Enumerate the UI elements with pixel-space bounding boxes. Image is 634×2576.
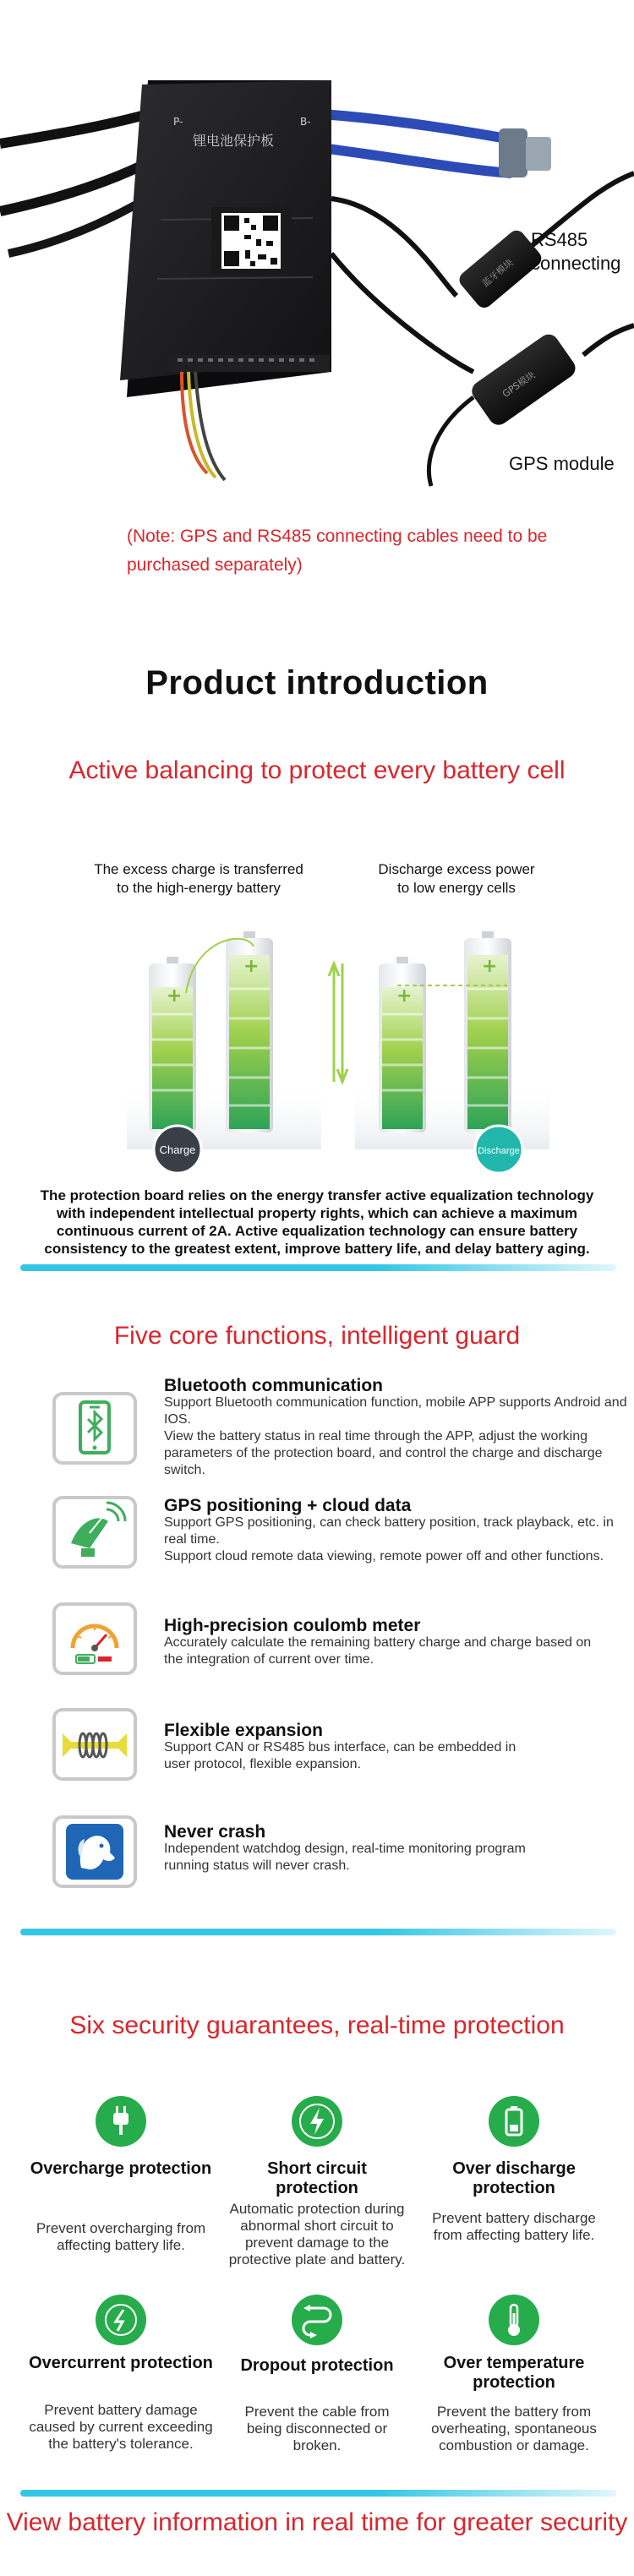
function-title-coulomb: High-precision coulomb meter xyxy=(164,1616,421,1635)
battery-icon xyxy=(489,2096,539,2147)
function-text-expansion: Support CAN or RS485 bus interface, can be embedded in user protocol, flexible expansion. xyxy=(164,1740,516,1771)
cable-loop-icon xyxy=(292,2295,342,2345)
function-text-never-crash: Independent watchdog design, real-time monitoring program running status will never crash. xyxy=(164,1842,526,1873)
gauge-meter-icon xyxy=(52,1602,137,1675)
section-divider xyxy=(20,1264,616,1271)
guarantee-text-overcharge: Prevent overcharging from affecting battery life. xyxy=(36,2220,206,2253)
thermometer-icon xyxy=(489,2295,539,2345)
guarantee-title-over-temperature: Over temperature protection xyxy=(443,2354,585,2392)
svg-text:Discharge: Discharge xyxy=(478,1146,520,1156)
svg-text:+: + xyxy=(243,956,260,977)
charge-badge xyxy=(154,1126,201,1173)
section-divider xyxy=(20,1929,616,1935)
product-photo xyxy=(0,0,634,517)
guarantees-heading: Six security guarantees, real-time protection xyxy=(69,2011,565,2039)
function-title-never-crash: Never crash xyxy=(164,1822,266,1842)
function-title-gps: GPS positioning + cloud data xyxy=(164,1496,412,1515)
guarantee-text-dropout: Prevent the cable from being disconnected or broken. xyxy=(244,2404,390,2453)
guarantee-text-short-circuit: Automatic protection during abnormal short circuit to prevent damage to the protective plate and battery. xyxy=(228,2201,406,2268)
purchase-note: (Note: GPS and RS485 connecting cables need to be purchased separately) xyxy=(127,527,548,575)
page-title: Product introduction xyxy=(145,664,489,701)
left-caption: The excess charge is transferred to the high-energy battery xyxy=(94,861,303,896)
right-caption: Discharge excess power to low energy cells xyxy=(378,861,535,896)
battery-low-left xyxy=(149,957,196,1132)
svg-text:B-: B- xyxy=(300,116,311,128)
function-text-gps: Support GPS positioning, can check battery position, track playback, etc. in real time. Support cloud remote data viewing, remote power off and other functions. xyxy=(164,1515,614,1564)
watchdog-icon xyxy=(52,1815,137,1888)
battery-high-right xyxy=(464,931,511,1132)
function-text-coulomb: Accurately calculate the remaining battery charge and charge based on the integration of current over time. xyxy=(164,1635,592,1667)
current-bolt-icon xyxy=(96,2295,146,2345)
bluetooth-phone-icon xyxy=(52,1392,137,1465)
guarantee-text-over-temperature: Prevent the battery from overheating, spontaneous combustion or damage. xyxy=(431,2404,597,2453)
transfer-arrows-icon xyxy=(329,963,347,1082)
rs485-label: RS485 connecting xyxy=(531,229,621,274)
guarantee-text-over-discharge: Prevent battery discharge from affecting battery life. xyxy=(432,2210,596,2243)
battery-low-right xyxy=(379,957,426,1132)
svg-text:+: + xyxy=(167,985,183,1007)
guarantee-title-short-circuit: Short circuit protection xyxy=(267,2159,367,2197)
svg-text:Charge: Charge xyxy=(159,1143,196,1156)
gps-module-label: GPS module xyxy=(509,453,615,474)
expansion-coil-icon xyxy=(52,1708,137,1781)
function-title-bluetooth: Bluetooth communication xyxy=(164,1376,383,1395)
balancing-illustration xyxy=(0,913,634,1175)
realtime-heading: View battery information in real time for greater security xyxy=(6,2508,628,2536)
functions-heading: Five core functions, intelligent guard xyxy=(113,1322,521,1350)
guarantee-title-overcurrent: Overcurrent protection xyxy=(29,2354,213,2372)
svg-text:P-: P- xyxy=(173,116,183,128)
section-divider xyxy=(20,2490,616,2497)
balancing-description: The protection board relies on the energy transfer active equalization technology with independent intellectual property rights, which can achieve a maximum continuous current of 2A. Active equalization technology can ensure battery consistency to the greatest extent, improve battery life, and delay battery aging. xyxy=(40,1187,594,1257)
svg-text:蓝牙模块: 蓝牙模块 xyxy=(479,256,516,290)
svg-text:+: + xyxy=(396,985,413,1007)
satellite-dish-icon xyxy=(52,1496,137,1569)
guarantee-title-overcharge: Overcharge protection xyxy=(30,2159,212,2178)
plug-icon xyxy=(96,2096,146,2147)
function-text-bluetooth: Support Bluetooth communication function, mobile APP supports Android and IOS. View the battery status in real time through the APP, adjust the working parameters of the protection board, and control the charge and discharge switch. xyxy=(164,1395,627,1477)
function-title-expansion: Flexible expansion xyxy=(164,1721,323,1740)
svg-text:锂电池保护板: 锂电池保护板 xyxy=(193,133,275,149)
guarantee-title-over-discharge: Over discharge protection xyxy=(452,2159,576,2197)
svg-text:GPS模块: GPS模块 xyxy=(500,368,538,400)
lightning-icon xyxy=(292,2096,342,2147)
discharge-badge xyxy=(475,1126,522,1173)
battery-high-left xyxy=(226,931,273,1132)
svg-text:+: + xyxy=(482,956,498,977)
balancing-heading: Active balancing to protect every battery cell xyxy=(68,756,566,784)
guarantee-text-overcurrent: Prevent battery damage caused by current exceeding the battery's tolerance. xyxy=(29,2402,213,2452)
guarantee-title-dropout: Dropout protection xyxy=(240,2356,394,2375)
